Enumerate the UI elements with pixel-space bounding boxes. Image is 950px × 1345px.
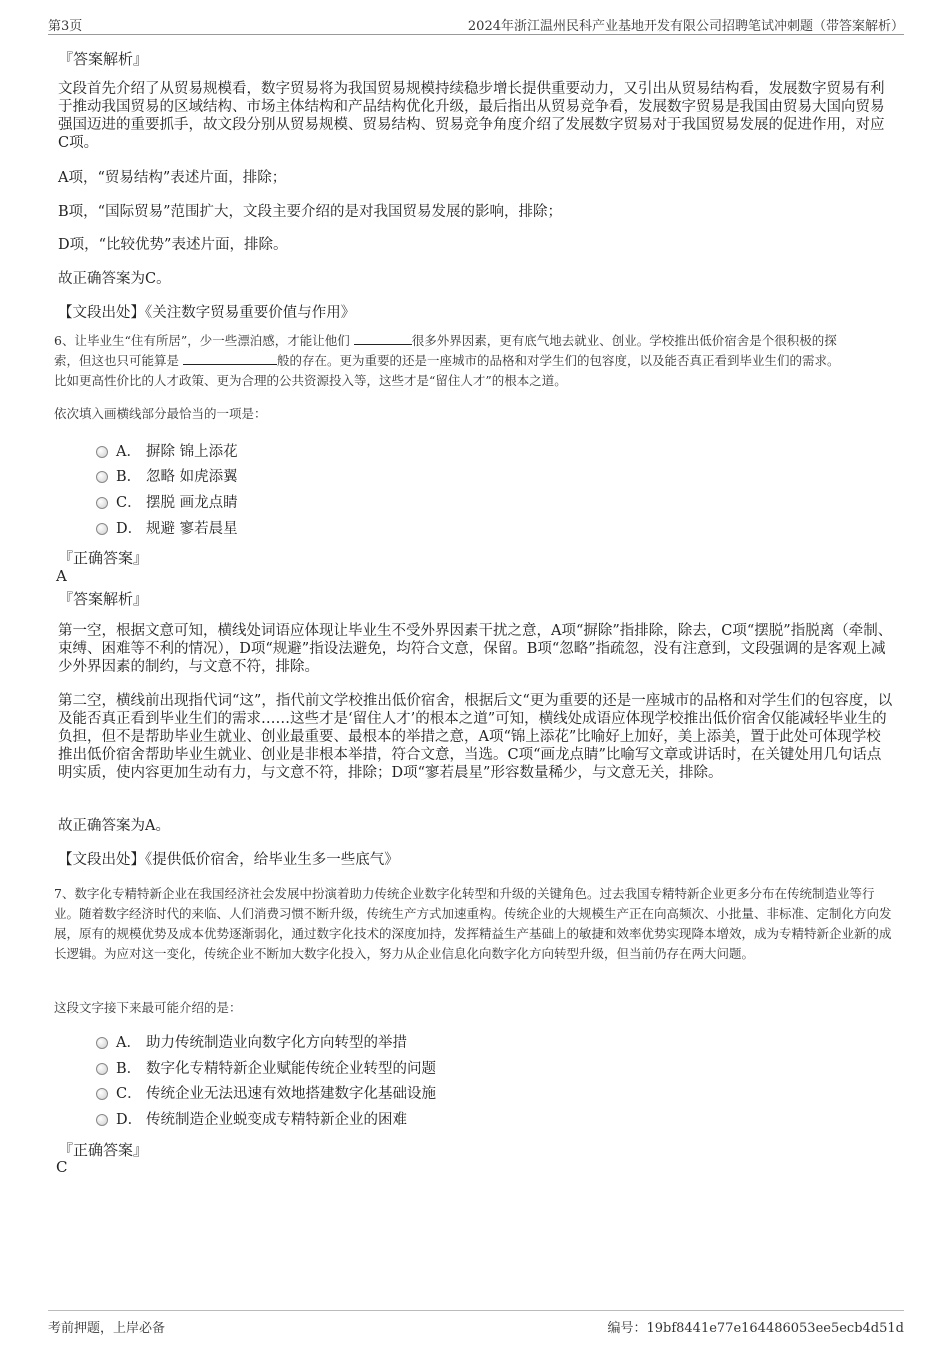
q6-option-d[interactable]: D． 规避 寥若晨星 [96, 518, 238, 540]
q7-option-c[interactable]: C． 传统企业无法迅速有效地搭建数字化基础设施 [96, 1083, 436, 1105]
footer-serial: 编号：19bf8441e77e164486053ee5ecb4d51d [607, 1321, 904, 1336]
q7-prompt: 这段文字接下来最可能介绍的是： [54, 1000, 242, 1015]
page-footer [48, 1310, 904, 1337]
radio-icon[interactable] [96, 523, 108, 535]
q5-option-d-note: D项，“比较优势”表述片面，排除。 [58, 237, 288, 253]
document-title: 2024年浙江温州民科产业基地开发有限公司招聘笔试冲刺题（带答案解析） [467, 19, 904, 34]
q6-option-c[interactable]: C． 摆脱 画龙点睛 [96, 492, 238, 514]
page-number: 第3页 [48, 19, 83, 34]
q5-option-a-note: A项，“贸易结构”表述片面，排除； [58, 170, 287, 186]
radio-icon[interactable] [96, 446, 108, 458]
radio-icon[interactable] [96, 1037, 108, 1049]
q7-answer-label: 『正确答案』 [58, 1141, 149, 1159]
page-header [48, 12, 904, 35]
q5-analysis: 文段首先介绍了从贸易规模看，数字贸易将为我国贸易规模持续稳步增长提供重要动力，又引出从贸易结构看，发展数字贸易有利于推动我国贸易的区域结构、市场主体结构和产品结构优化升级，最后指出从贸易竞争看，发展数字贸易是我国由贸易大国向贸易强国迈进的重要抓手，故文段分别从贸易规模、贸易结构、贸易竞争角度介绍了发展数字贸易对于我国贸易发展的促进作用，对应C项。 [58, 81, 885, 151]
q5-analysis-label: 『答案解析』 [58, 50, 149, 68]
q5-conclusion: 故正确答案为C。 [58, 271, 171, 287]
q6-option-b[interactable]: B． 忽略 如虎添翼 [96, 466, 238, 488]
q6-number: 6 [54, 333, 62, 348]
q7-option-d[interactable]: D． 传统制造企业蜕变成专精特新企业的困难 [96, 1109, 407, 1131]
q7-stem: 7、数字化专精特新企业在我国经济社会发展中扮演着助力传统企业数字化转型和升级的关键角色。过去我国专精特新企业更多分布在传统制造业等行业。随着数字经济时代的来临、人们消费习惯不断升级，传统生产方式加速重构。传统企业的大规模生产正在向高频次、小批量、非标准、定制化方向发展，原有的规模优势及成本优势逐渐弱化，通过数字化技术的深度加持，发挥精益生产基础上的敏捷和效率优势实现降本增效，成为专精特新企业新的成长逻辑。为应对这一变化，传统企业不断加大数字化投入，努力从企业信息化向数字化方向转型升级，但当前仍存在两大问题。 [54, 886, 892, 961]
q5-option-b-note: B项，“国际贸易”范围扩大，文段主要介绍的是对我国贸易发展的影响，排除； [58, 204, 562, 220]
footer-slogan: 考前押题，上岸必备 [48, 1321, 166, 1336]
radio-icon[interactable] [96, 497, 108, 509]
q6-option-a[interactable]: A． 摒除 锦上添花 [96, 441, 238, 463]
q7-option-b[interactable]: B． 数字化专精特新企业赋能传统企业转型的问题 [96, 1058, 436, 1080]
q7-option-a[interactable]: A． 助力传统制造业向数字化方向转型的举措 [96, 1032, 407, 1054]
q6-conclusion: 故正确答案为A。 [58, 818, 170, 834]
radio-icon[interactable] [96, 1114, 108, 1126]
q6-answer-label: 『正确答案』 [58, 549, 149, 567]
q6-blank-1 [354, 332, 412, 345]
radio-icon[interactable] [96, 1063, 108, 1075]
radio-icon[interactable] [96, 471, 108, 483]
q7-number: 7 [54, 886, 62, 901]
q6-source: 【文段出处】《提供低价宿舍，给毕业生多一些底气》 [58, 852, 399, 868]
q6-analysis-2: 第二空，横线前出现指代词“这”，指代前文学校推出低价宿舍，根据后文“更为重要的还是一座城市的品格和对学生们的包容度，以及能否真正看到毕业生们的需求……这些才是‘留住人才’的根本之道”可知，横线处成语应体现学校推出低价宿舍仅能减轻毕业生的负担，但不是帮助毕业生就业、创业最重要、最根本的举措之意，A项“锦上添花”比喻好上加好，美上添美，置于此处可体现学校推出低价宿舍帮助毕业生就业、创业是非根本举措，符合文意，当选。C项“画龙点睛”比喻写文章或讲话时，在关键处用几句话点明实质，使内容更加生动有力，与文意不符，排除；D项“寥若晨星”形容数量稀少，与文意无关，排除。 [58, 693, 893, 781]
q6-analysis-label: 『答案解析』 [58, 590, 149, 608]
q6-stem: 6、让毕业生“住有所居”，少一些漂泊感，才能让他们 很多外界因素，更有底气地去就业、创业。学校推出低价宿舍是个很积极的探 索，但这也只可能算是 般的存在。更为重要的还是一座城市的品格和对学生们的包容度，以及能否真正看到毕业生们的需求。 比如更高性价比的人才政策、更为合理的公共资源投入等，这些才是“留住人才”的根本之道。 [54, 333, 840, 388]
q6-prompt: 依次填入画横线部分最恰当的一项是： [54, 406, 267, 421]
q7-answer: C [56, 1158, 68, 1176]
q6-answer: A [56, 567, 67, 585]
q6-analysis-1: 第一空，根据文意可知，横线处词语应体现让毕业生不受外界因素干扰之意，A项“摒除”指排除，除去，C项“摆脱”指脱离（牵制、束缚、困难等不利的情况），D项“规避”指设法避免，均符合文意，保留。B项“忽略”指疏忽，没有注意到，文段强调的是客观上减少外界因素的制约，与文意不符，排除。 [58, 623, 893, 675]
q6-blank-2 [183, 352, 277, 365]
radio-icon[interactable] [96, 1088, 108, 1100]
q5-source: 【文段出处】《关注数字贸易重要价值与作用》 [58, 305, 356, 321]
